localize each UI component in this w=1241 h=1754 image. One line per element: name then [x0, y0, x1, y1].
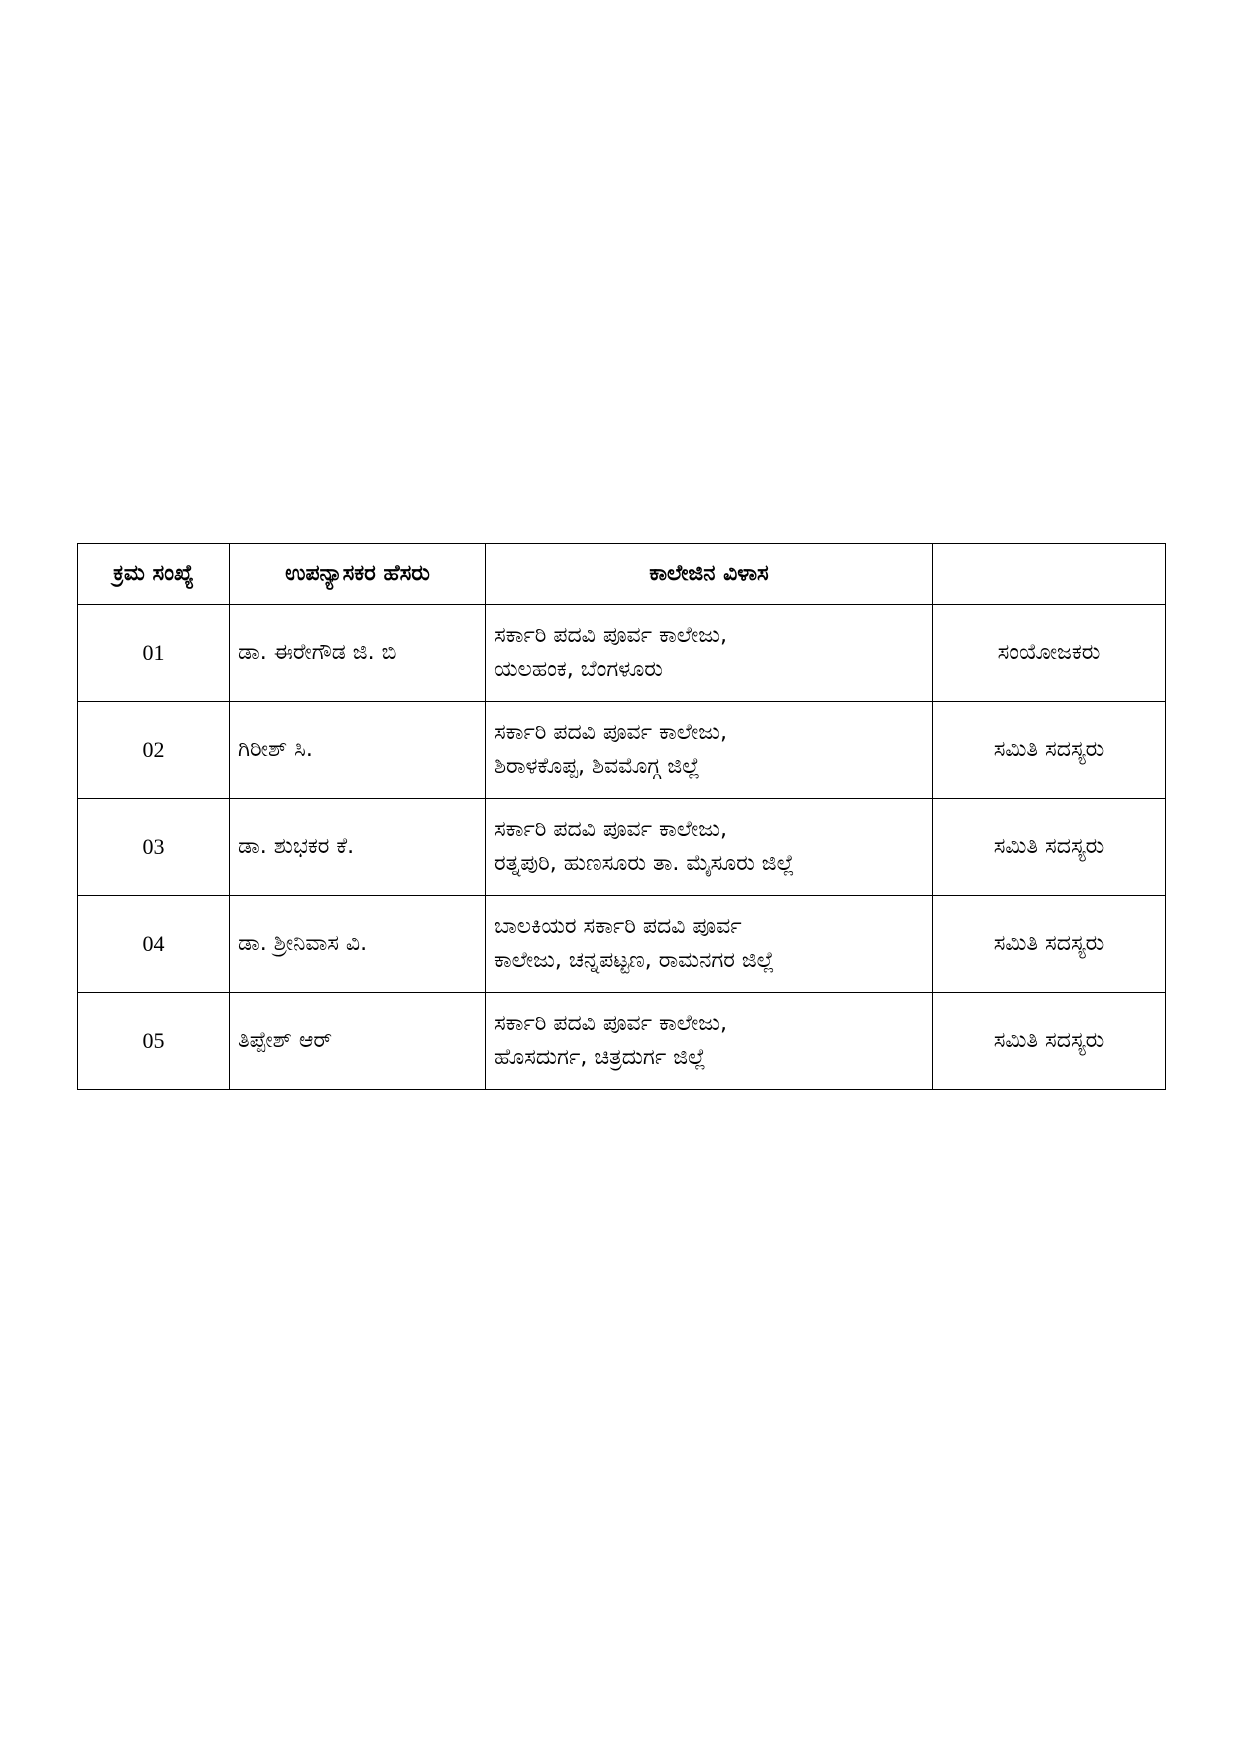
member-role: ಸಮಿತಿ ಸದಸ್ಯರು: [933, 993, 1166, 1090]
address-line: ಸರ್ಕಾರಿ ಪದವಿ ಪೂರ್ವ ಕಾಲೇಜು,: [494, 1011, 727, 1036]
header-role: [933, 544, 1166, 605]
table-row: [78, 993, 1166, 1090]
table-row: [78, 896, 1166, 993]
address-line: ಶಿರಾಳಕೊಪ್ಪ, ಶಿವಮೊಗ್ಗ ಜಿಲ್ಲೆ: [494, 754, 700, 779]
header-serial-number: ಕ್ರಮ ಸಂಖ್ಯೆ: [78, 544, 230, 605]
serial-number: 03: [78, 799, 230, 896]
lecturer-name: ಡಾ. ಶುಭಕರ ಕೆ.: [230, 799, 486, 896]
college-address: [486, 896, 933, 993]
table-row: [78, 702, 1166, 799]
lecturer-name: ಡಾ. ಶ್ರೀನಿವಾಸ ವಿ.: [230, 896, 486, 993]
address-line: ಯಲಹಂಕ, ಬೆಂಗಳೂರು: [494, 657, 663, 682]
member-role: ಸಮಿತಿ ಸದಸ್ಯರು: [933, 702, 1166, 799]
member-role: ಸಮಿತಿ ಸದಸ್ಯರು: [933, 799, 1166, 896]
lecturer-name: ಗಿರೀಶ್ ಸಿ.: [230, 702, 486, 799]
college-address: [486, 799, 933, 896]
serial-number: 04: [78, 896, 230, 993]
serial-number: 01: [78, 605, 230, 702]
college-address: [486, 702, 933, 799]
lecturer-name: ಡಾ. ಈರೇಗೌಡ ಜಿ. ಬಿ: [230, 605, 486, 702]
committee-table: [77, 543, 1166, 1090]
college-address: [486, 605, 933, 702]
address-line: ರತ್ನಪುರಿ, ಹುಣಸೂರು ತಾ. ಮೈಸೂರು ಜಿಲ್ಲೆ: [494, 851, 795, 876]
header-lecturer-name: ಉಪನ್ಯಾಸಕರ ಹೆಸರು: [230, 544, 486, 605]
lecturer-name: ತಿಪ್ಪೇಶ್ ಆರ್: [230, 993, 486, 1090]
address-line: ಸರ್ಕಾರಿ ಪದವಿ ಪೂರ್ವ ಕಾಲೇಜು,: [494, 720, 727, 745]
table-header-row: [78, 544, 1166, 605]
member-role: ಸಮಿತಿ ಸದಸ್ಯರು: [933, 896, 1166, 993]
college-address: [486, 993, 933, 1090]
address-line: ಬಾಲಕಿಯರ ಸರ್ಕಾರಿ ಪದವಿ ಪೂರ್ವ: [494, 914, 742, 939]
table-row: [78, 799, 1166, 896]
address-line: ಸರ್ಕಾರಿ ಪದವಿ ಪೂರ್ವ ಕಾಲೇಜು,: [494, 623, 727, 648]
address-line: ಸರ್ಕಾರಿ ಪದವಿ ಪೂರ್ವ ಕಾಲೇಜು,: [494, 817, 727, 842]
table-row: [78, 605, 1166, 702]
header-college-address: ಕಾಲೇಜಿನ ವಿಳಾಸ: [486, 544, 933, 605]
address-line: ಹೊಸದುರ್ಗ, ಚಿತ್ರದುರ್ಗ ಜಿಲ್ಲೆ: [494, 1045, 706, 1070]
address-line: ಕಾಲೇಜು, ಚನ್ನಪಟ್ಟಣ, ರಾಮನಗರ ಜಿಲ್ಲೆ: [494, 948, 775, 973]
serial-number: 02: [78, 702, 230, 799]
serial-number: 05: [78, 993, 230, 1090]
member-role: ಸಂಯೋಜಕರು: [933, 605, 1166, 702]
